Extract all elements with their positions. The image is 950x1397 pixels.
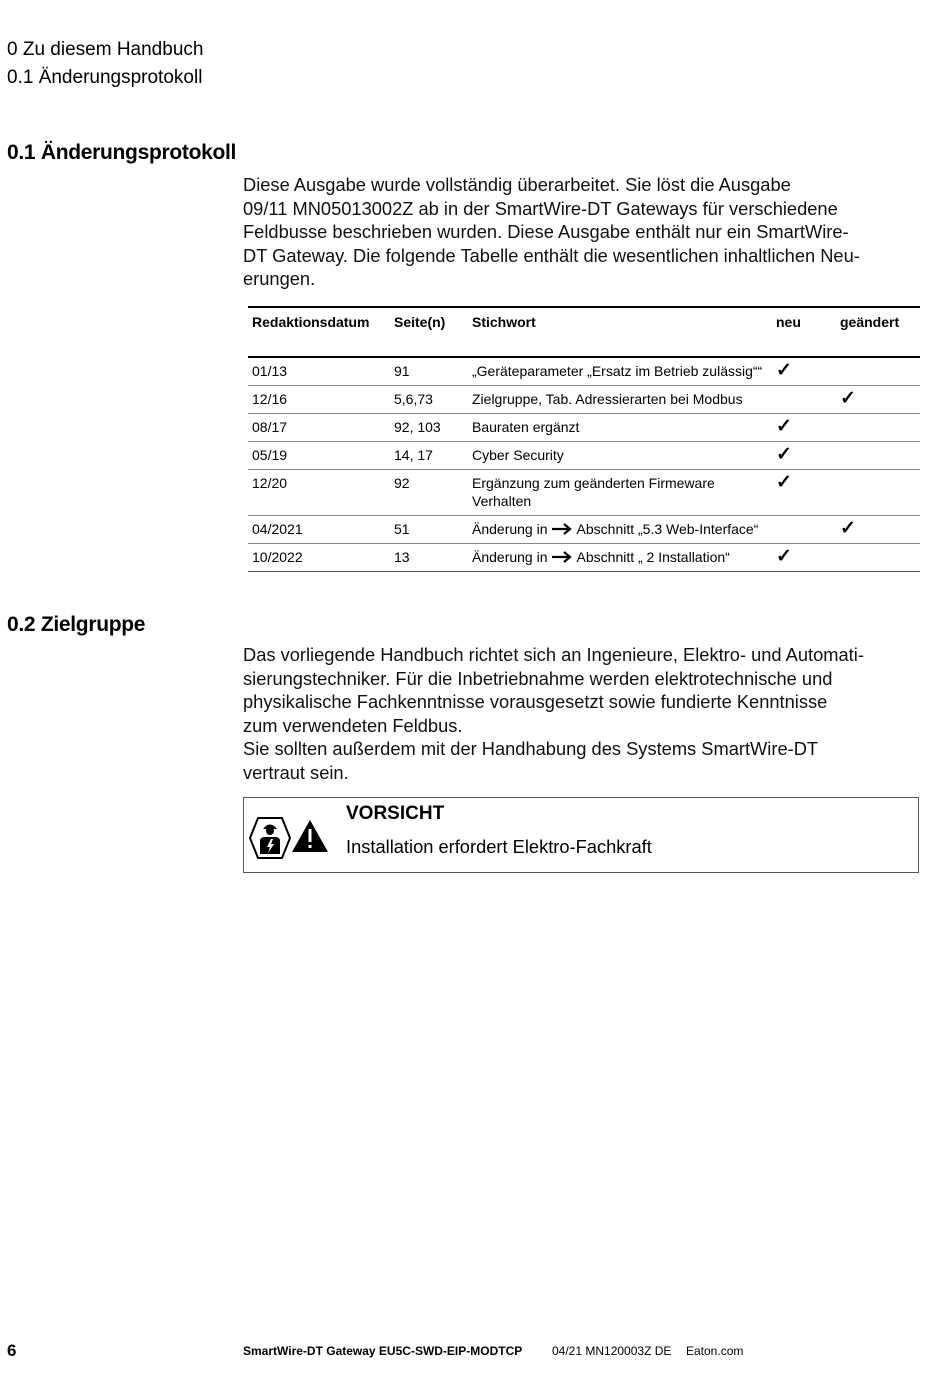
check-icon: ✓	[836, 516, 920, 544]
cell-keyword: „Geräteparameter „Ersatz im Betrieb zulässig““	[468, 357, 772, 386]
cell-date: 12/16	[248, 386, 390, 414]
caution-icons	[248, 816, 332, 865]
cell-pages: 92, 103	[390, 414, 468, 442]
check-icon: ✓	[772, 442, 836, 470]
check-icon: ✓	[772, 470, 836, 516]
cell-pages: 14, 17	[390, 442, 468, 470]
text-line: zum verwendeten Feldbus.	[243, 714, 463, 736]
column-header-pages: Seite(n)	[394, 314, 446, 330]
column-header-new: neu	[776, 314, 801, 330]
check-icon: ✓	[836, 386, 920, 414]
text-line: 09/11 MN05013002Z ab in der SmartWire-DT Gateways für verschiedene	[243, 197, 838, 219]
text-line: Feldbusse beschrieben wurden. Diese Ausgabe enthält nur ein SmartWire-	[243, 221, 849, 242]
text-line: Diese Ausgabe wurde vollständig überarbeitet. Sie löst die Ausgabe	[243, 174, 791, 195]
table-row	[248, 386, 920, 414]
cell-pages: 5,6,73	[390, 386, 468, 414]
check-icon: ✓	[772, 544, 836, 572]
text-line: vertraut sein.	[243, 761, 349, 783]
cell-keyword: Zielgruppe, Tab. Adressierarten bei Modbus	[468, 386, 772, 414]
electrician-icon	[248, 816, 332, 860]
text-line: physikalische Fachkenntnisse vorausgesetzt sowie fundierte Kenntnisse	[243, 691, 828, 712]
check-icon	[772, 516, 836, 544]
table-row	[248, 544, 920, 572]
cell-date: 12/20	[248, 470, 390, 516]
column-header-changed: geändert	[840, 314, 900, 330]
table-row	[248, 442, 920, 470]
footer-website[interactable]: Eaton.com	[686, 1344, 744, 1358]
text-line: Sie sollten außerdem mit der Handhabung des Systems SmartWire-DT	[243, 738, 819, 759]
check-icon	[836, 544, 920, 572]
caution-notice	[243, 797, 919, 873]
cell-date: 04/2021	[248, 516, 390, 544]
footer-doc-title: SmartWire-DT Gateway EU5C-SWD-EIP-MODTCP	[243, 1344, 523, 1358]
cell-pages: 92	[390, 470, 468, 516]
cell-pages: 13	[390, 544, 468, 572]
running-header-chapter: 0 Zu diesem Handbuch	[7, 39, 204, 60]
cell-pages: 91	[390, 357, 468, 386]
text-line: DT Gateway. Die folgende Tabelle enthält die wesentlichen inhaltlichen Neu-	[243, 244, 860, 266]
caution-title: VORSICHT	[346, 803, 445, 824]
cross-reference-link[interactable]: Abschnitt „5.3 Web-Interface“	[576, 521, 759, 537]
target-group-text	[243, 643, 923, 784]
table-row	[248, 470, 920, 516]
cross-reference-link[interactable]: Abschnitt „ 2 Installation“	[576, 549, 730, 565]
changelog-intro	[243, 173, 923, 291]
text-line: erungen.	[243, 268, 316, 289]
table-row	[248, 357, 920, 386]
page-number: 6	[7, 1341, 17, 1360]
text-line: sierungstechniker. Für die Inbetriebnahme werden elektrotechnische und	[243, 667, 833, 689]
section-title-target-group: 0.2 Zielgruppe	[7, 613, 146, 636]
arrow-right-icon	[551, 523, 573, 535]
check-icon	[772, 386, 836, 414]
check-icon	[836, 414, 920, 442]
cell-keyword: Bauraten ergänzt	[468, 414, 772, 442]
running-header-section: 0.1 Änderungsprotokoll	[7, 67, 203, 88]
table-row	[248, 414, 920, 442]
cell-date: 10/2022	[248, 544, 390, 572]
keyword-line: Ergänzung zum geänderten Firmeware	[472, 475, 715, 491]
cell-keyword	[468, 516, 772, 544]
column-header-date: Redaktionsdatum	[252, 314, 370, 330]
arrow-right-icon	[551, 551, 573, 563]
keyword-text: Änderung in	[472, 549, 548, 565]
check-icon	[836, 470, 920, 516]
keyword-line: Verhalten	[472, 493, 532, 509]
column-header-keyword: Stichwort	[472, 314, 536, 330]
check-icon: ✓	[772, 414, 836, 442]
check-icon	[836, 442, 920, 470]
table-header-row	[248, 307, 920, 357]
cell-pages: 51	[390, 516, 468, 544]
table-row	[248, 516, 920, 544]
footer-doc-code: 04/21 MN120003Z DE	[552, 1344, 672, 1358]
section-title-changelog: 0.1 Änderungsprotokoll	[7, 141, 237, 164]
check-icon: ✓	[772, 357, 836, 386]
text-line: Das vorliegende Handbuch richtet sich an Ingenieure, Elektro- und Automati-	[243, 644, 864, 665]
check-icon	[836, 357, 920, 386]
warning-triangle-icon	[292, 820, 328, 852]
cell-date: 08/17	[248, 414, 390, 442]
caution-text: Installation erfordert Elektro-Fachkraft	[346, 836, 652, 857]
cell-keyword	[468, 470, 772, 516]
cell-date: 01/13	[248, 357, 390, 386]
cell-keyword	[468, 544, 772, 572]
cell-date: 05/19	[248, 442, 390, 470]
cell-keyword: Cyber Security	[468, 442, 772, 470]
keyword-text: Änderung in	[472, 521, 548, 537]
change-log-table	[248, 306, 920, 572]
